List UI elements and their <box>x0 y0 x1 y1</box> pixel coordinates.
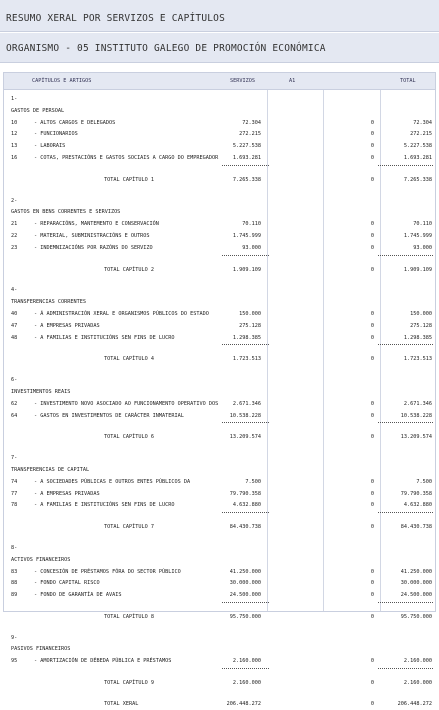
table-row <box>4 128 435 140</box>
subtotal-rule <box>222 255 269 256</box>
chapter-total-services: 0 <box>370 176 374 183</box>
chapter-total-row <box>4 611 435 623</box>
chapter-total-a1: 1.909.109 <box>232 266 261 273</box>
article-services-value: 0 <box>370 244 374 251</box>
article-description: - GASTOS EN INVESTIMENTOS DE CARÁCTER INMATERIAL <box>34 412 184 419</box>
chapter-total-row <box>4 677 435 689</box>
article-services-value: 0 <box>370 400 374 407</box>
chapter-total-row <box>4 353 435 365</box>
grand-total-label: TOTAL XERAL <box>104 700 139 707</box>
article-total-value: 30.000.000 <box>400 580 432 587</box>
chapter-name-row <box>4 464 435 476</box>
chapter-total-a1: 84.430.738 <box>229 524 261 531</box>
subtotal-rule <box>378 165 433 166</box>
article-total-value: 1.298.385 <box>403 334 432 341</box>
chapter-total-label: TOTAL CAPÍTULO 8 <box>104 613 154 620</box>
chapter-name: PASIVOS FINANCEIROS <box>11 646 71 653</box>
article-description: - A SOCIEDADES PÚBLICAS E OUTROS ENTES PÚBLICOS DA <box>34 478 191 485</box>
article-code: 78 <box>11 502 18 509</box>
chapter-total-services: 0 <box>370 613 374 620</box>
grand-total-services: 0 <box>370 700 374 707</box>
spacer <box>4 275 435 284</box>
article-total-value: 4.632.880 <box>403 502 432 509</box>
organism-name: ORGANISMO - 05 INSTITUTO GALEGO DE PROMOCIÓN ECONÓMICA <box>6 43 326 54</box>
chapter-name: TRANSFERENCIAS CORRENTES <box>11 299 86 306</box>
grand-total-value: 206.448.272 <box>397 700 432 707</box>
table-row <box>4 488 435 500</box>
article-code: 13 <box>11 143 18 150</box>
article-services-value: 0 <box>370 143 374 150</box>
article-total-value: 93.000 <box>413 244 432 251</box>
chapter-total-a1: 1.723.513 <box>232 356 261 363</box>
article-code: 74 <box>11 478 18 485</box>
article-a1-value: 5.227.538 <box>232 143 261 150</box>
chapter-total-a1: 2.160.000 <box>232 680 261 687</box>
article-services-value: 0 <box>370 221 374 228</box>
article-total-value: 79.790.358 <box>400 490 432 497</box>
subtotal-rule <box>222 344 269 345</box>
chapter-name-row <box>4 296 435 308</box>
article-code: 21 <box>11 221 18 228</box>
chapter-name: GASTOS EN BENS CORRENTES E SERVIZOS <box>11 209 121 216</box>
article-a1-value: 272.215 <box>239 131 261 138</box>
chapter-name-row <box>4 554 435 566</box>
article-total-value: 72.304 <box>413 119 432 126</box>
header-services: SERVIZOS <box>230 78 255 84</box>
spacer <box>4 689 435 698</box>
article-code: 89 <box>11 592 18 599</box>
article-code: 23 <box>11 244 18 251</box>
article-a1-value: 1.745.999 <box>232 232 261 239</box>
chapter-total-label: TOTAL CAPÍTULO 7 <box>104 524 154 531</box>
article-a1-value: 70.110 <box>242 221 261 228</box>
table-row <box>4 566 435 578</box>
budget-table <box>3 72 436 707</box>
article-description: - FONDO DE GARANTÍA DE AVAIS <box>34 592 122 599</box>
chapter-total-row <box>4 174 435 186</box>
article-total-value: 2.160.000 <box>403 658 432 665</box>
article-total-value: 275.128 <box>410 322 432 329</box>
article-services-value: 0 <box>370 154 374 161</box>
article-description: - LABORAIS <box>34 143 66 150</box>
chapter-total-value: 7.265.338 <box>403 176 432 183</box>
article-description: - Á ADMINISTRACIÓN XERAL E ORGANISMOS PÚBLICOS DO ESTADO <box>34 310 209 317</box>
report-title: RESUMO XERAL POR SERVIZOS E CAPÍTULOS <box>6 13 226 24</box>
subtotal-rule <box>378 422 433 423</box>
article-a1-value: 1.298.385 <box>232 334 261 341</box>
article-services-value: 0 <box>370 502 374 509</box>
article-services-value: 0 <box>370 568 374 575</box>
chapter-total-row <box>4 431 435 443</box>
subtotal-rule <box>378 344 433 345</box>
chapter-total-services: 0 <box>370 266 374 273</box>
article-a1-value: 2.160.000 <box>232 658 261 665</box>
article-a1-value: 10.538.228 <box>229 412 261 419</box>
spacer <box>4 623 435 632</box>
article-total-value: 24.500.000 <box>400 592 432 599</box>
article-services-value: 0 <box>370 478 374 485</box>
article-services-value: 0 <box>370 119 374 126</box>
chapter-total-services: 0 <box>370 680 374 687</box>
chapter-header-row <box>4 374 435 386</box>
article-description: - A EMPRESAS PRIVADAS <box>34 322 100 329</box>
table-row <box>4 242 435 254</box>
article-total-value: 150.000 <box>410 310 432 317</box>
article-a1-value: 79.790.358 <box>229 490 261 497</box>
table-row <box>4 218 435 230</box>
chapter-total-value: 1.723.513 <box>403 356 432 363</box>
chapter-name-row <box>4 386 435 398</box>
chapter-total-services: 0 <box>370 524 374 531</box>
chapter-name-row <box>4 105 435 117</box>
article-description: - FONDO CAPITAL RISCO <box>34 580 100 587</box>
chapter-header-row <box>4 452 435 464</box>
article-description: - INVESTIMENTO NOVO ASOCIADO AO FUNCIONAMENTO OPERATIVO DOS <box>34 400 219 407</box>
table-row <box>4 398 435 410</box>
article-description: - INDEMNIZACIÓNS POR RAZÓNS DO SERVIZO <box>34 244 153 251</box>
article-code: 83 <box>11 568 18 575</box>
article-services-value: 0 <box>370 580 374 587</box>
article-code: 77 <box>11 490 18 497</box>
article-total-value: 7.500 <box>416 478 432 485</box>
grand-total-row <box>4 698 435 710</box>
chapter-code: 8- <box>11 544 18 551</box>
chapter-total-a1: 7.265.338 <box>232 176 261 183</box>
table-header <box>4 73 435 90</box>
article-code: 10 <box>11 119 18 126</box>
chapter-code: 2- <box>11 197 18 204</box>
article-services-value: 0 <box>370 412 374 419</box>
article-services-value: 0 <box>370 310 374 317</box>
chapter-total-label: TOTAL CAPÍTULO 1 <box>104 176 154 183</box>
table-row <box>4 140 435 152</box>
article-code: 88 <box>11 580 18 587</box>
chapter-total-services: 0 <box>370 356 374 363</box>
chapter-name: INVESTIMENTOS REAIS <box>11 388 71 395</box>
chapter-total-label: TOTAL CAPÍTULO 4 <box>104 356 154 363</box>
chapter-code: 4- <box>11 287 18 294</box>
table-row <box>4 410 435 422</box>
article-code: 62 <box>11 400 18 407</box>
subtotal-rule <box>222 422 269 423</box>
chapter-total-label: TOTAL CAPÍTULO 9 <box>104 680 154 687</box>
subtotal-rule <box>222 668 269 669</box>
table-row <box>4 589 435 601</box>
article-code: 48 <box>11 334 18 341</box>
header-chapters: CAPÍTULOS E ARTIGOS <box>32 78 92 84</box>
chapter-total-value: 84.430.738 <box>400 524 432 531</box>
organism-bar <box>0 33 439 63</box>
article-services-value: 0 <box>370 490 374 497</box>
chapter-name: GASTOS DE PERSOAL <box>11 107 65 114</box>
article-total-value: 5.227.538 <box>403 143 432 150</box>
article-a1-value: 275.128 <box>239 322 261 329</box>
chapter-header-row <box>4 632 435 644</box>
header-total: TOTAL <box>400 78 416 84</box>
chapter-total-a1: 95.750.000 <box>229 613 261 620</box>
subtotal-rule <box>378 668 433 669</box>
article-services-value: 0 <box>370 658 374 665</box>
article-a1-value: 41.250.000 <box>229 568 261 575</box>
article-description: - CONCESIÓN DE PRÉSTAMOS FÓRA DO SECTOR PÚBLICO <box>34 568 181 575</box>
article-description: - FUNCIONARIOS <box>34 131 78 138</box>
article-total-value: 2.671.346 <box>403 400 432 407</box>
chapter-code: 9- <box>11 634 18 641</box>
article-total-value: 10.538.228 <box>400 412 432 419</box>
article-a1-value: 150.000 <box>239 310 261 317</box>
header-a1: A1 <box>289 78 296 84</box>
article-total-value: 1.693.281 <box>403 154 432 161</box>
article-a1-value: 93.000 <box>242 244 261 251</box>
table-body <box>4 90 435 710</box>
spacer <box>4 533 435 542</box>
table-row <box>4 230 435 242</box>
subtotal-rule <box>222 602 269 603</box>
grand-total-a1: 206.448.272 <box>226 700 261 707</box>
article-description: - A FAMILIAS E INSTITUCIÓNS SEN FINS DE LUCRO <box>34 334 175 341</box>
article-services-value: 0 <box>370 592 374 599</box>
table-row <box>4 152 435 164</box>
article-total-value: 1.745.999 <box>403 232 432 239</box>
table-row <box>4 655 435 667</box>
chapter-total-label: TOTAL CAPÍTULO 2 <box>104 266 154 273</box>
article-description: - A FAMILIAS E INSTITUCIÓNS SEN FINS DE LUCRO <box>34 502 175 509</box>
article-code: 95 <box>11 658 18 665</box>
table-row <box>4 499 435 511</box>
chapter-total-label: TOTAL CAPÍTULO 6 <box>104 434 154 441</box>
chapter-code: 1- <box>11 96 18 102</box>
chapter-header-row <box>4 542 435 554</box>
chapter-total-row <box>4 264 435 276</box>
subtotal-rule <box>222 512 269 513</box>
article-a1-value: 1.693.281 <box>232 154 261 161</box>
table-row <box>4 577 435 589</box>
spacer <box>4 186 435 195</box>
chapter-total-services: 0 <box>370 434 374 441</box>
table-row <box>4 332 435 344</box>
article-services-value: 0 <box>370 131 374 138</box>
table-row <box>4 308 435 320</box>
article-total-value: 41.250.000 <box>400 568 432 575</box>
article-services-value: 0 <box>370 334 374 341</box>
article-a1-value: 24.500.000 <box>229 592 261 599</box>
article-description: - ALTOS CARGOS E DELEGADOS <box>34 119 116 126</box>
spacer <box>4 365 435 374</box>
article-services-value: 0 <box>370 232 374 239</box>
subtotal-rule <box>378 255 433 256</box>
chapter-header-row <box>4 284 435 296</box>
article-code: 22 <box>11 232 18 239</box>
chapter-code: 6- <box>11 377 18 384</box>
article-a1-value: 2.671.346 <box>232 400 261 407</box>
chapter-total-value: 13.209.574 <box>400 434 432 441</box>
chapter-total-row <box>4 521 435 533</box>
chapter-header-row <box>4 195 435 207</box>
subtotal-rule <box>378 512 433 513</box>
article-description: - A EMPRESAS PRIVADAS <box>34 490 100 497</box>
article-a1-value: 7.500 <box>245 478 261 485</box>
article-code: 12 <box>11 131 18 138</box>
article-description: - COTAS, PRESTACIÓNS E GASTOS SOCIAIS A CARGO DO EMPREGADOR <box>34 154 219 161</box>
report-title-bar <box>0 0 439 32</box>
chapter-code: 7- <box>11 455 18 462</box>
article-a1-value: 30.000.000 <box>229 580 261 587</box>
chapter-header-row <box>4 93 435 105</box>
article-total-value: 272.215 <box>410 131 432 138</box>
article-description: - AMORTIZACIÓN DE DÉBEDA PÚBLICA E PRÉSTAMOS <box>34 658 172 665</box>
table-row <box>4 117 435 129</box>
chapter-name: TRANSFERENCIAS DE CAPITAL <box>11 466 90 473</box>
chapter-total-value: 1.909.109 <box>403 266 432 273</box>
chapter-name: ACTIVOS FINANCEIROS <box>11 556 71 563</box>
article-code: 16 <box>11 154 18 161</box>
article-description: - REPARACIÓNS, MANTEMENTO E CONSERVACIÓN <box>34 221 159 228</box>
spacer <box>4 443 435 452</box>
table-row <box>4 320 435 332</box>
subtotal-rule <box>222 165 269 166</box>
chapter-name-row <box>4 643 435 655</box>
article-code: 47 <box>11 322 18 329</box>
chapter-total-value: 2.160.000 <box>403 680 432 687</box>
article-a1-value: 72.304 <box>242 119 261 126</box>
article-code: 40 <box>11 310 18 317</box>
chapter-total-value: 95.750.000 <box>400 613 432 620</box>
article-description: - MATERIAL, SUBMINISTRACIÓNS E OUTROS <box>34 232 150 239</box>
article-services-value: 0 <box>370 322 374 329</box>
chapter-name-row <box>4 206 435 218</box>
article-total-value: 70.110 <box>413 221 432 228</box>
table-row <box>4 476 435 488</box>
chapter-total-a1: 13.209.574 <box>229 434 261 441</box>
article-code: 64 <box>11 412 18 419</box>
subtotal-rule <box>378 602 433 603</box>
article-a1-value: 4.632.880 <box>232 502 261 509</box>
